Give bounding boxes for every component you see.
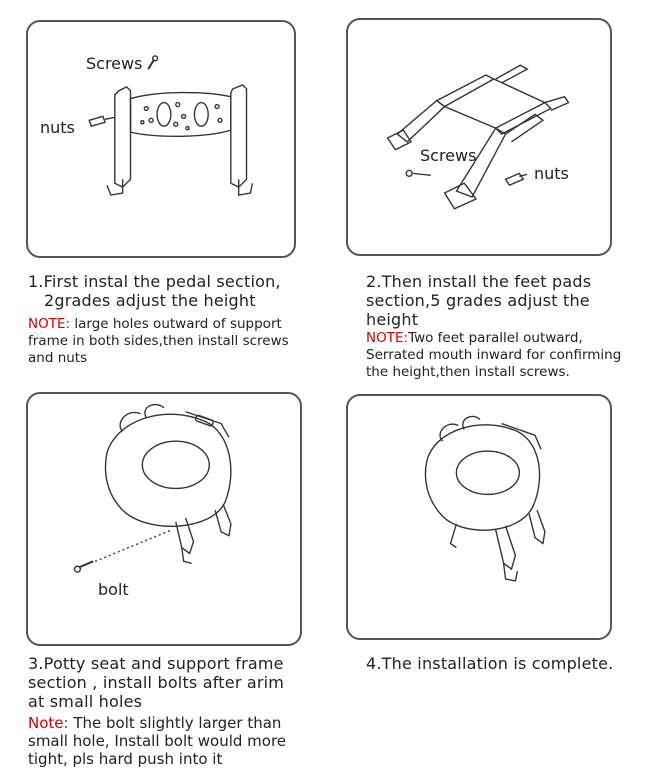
step4-caption-line1: 4.The installation is complete. <box>366 654 614 673</box>
step1-note-text: large holes outward of support frame in both sides,then install screws and nuts <box>28 316 289 366</box>
step1-caption <box>28 272 328 310</box>
step2-note-label: NOTE: <box>366 330 409 346</box>
step2-note <box>366 330 642 381</box>
step3-note-text: The bolt slightly larger than small hole, Install bolt would more tight, pls hard push into it <box>28 714 287 768</box>
step2-illustration-panel <box>346 18 612 256</box>
step2-note-text: Two feet parallel outward, Serrated mouth inward for confirming the height,then install screws. <box>366 330 622 380</box>
nuts-label: nuts <box>40 118 75 137</box>
step3-caption <box>28 654 328 711</box>
step3-note <box>28 714 318 768</box>
nuts-label: nuts <box>534 164 569 183</box>
step4-caption <box>366 654 636 673</box>
step1-note-label: NOTE: <box>28 316 71 332</box>
step2-caption <box>366 272 636 329</box>
step2-caption-line1: 2.Then install the feet pads <box>366 272 592 291</box>
potty-seat-bolt-drawing <box>28 394 300 644</box>
step1-caption-line2: 2grades adjust the height <box>44 291 256 310</box>
pedal-section-drawing <box>28 22 294 256</box>
step1-note <box>28 316 318 367</box>
step3-illustration-panel <box>26 392 302 646</box>
screws-label: Screws <box>86 54 143 73</box>
step3-caption-line3: at small holes <box>28 692 143 711</box>
completed-assembly-drawing <box>348 396 610 638</box>
step2-caption-line3: height <box>366 310 419 329</box>
step3-caption-line1: 3.Potty seat and support frame <box>28 654 284 673</box>
step1-illustration-panel <box>26 20 296 258</box>
step1-caption-line1: 1.First instal the pedal section, <box>28 272 281 291</box>
feet-pads-drawing <box>348 20 610 254</box>
bolt-label: bolt <box>98 580 129 599</box>
step3-caption-line2: section , install bolts after arim <box>28 673 285 692</box>
screws-label: Screws <box>420 146 477 165</box>
step3-note-label: Note: <box>28 714 69 732</box>
step2-caption-line2: section,5 grades adjust the <box>366 291 590 310</box>
step4-illustration-panel <box>346 394 612 640</box>
